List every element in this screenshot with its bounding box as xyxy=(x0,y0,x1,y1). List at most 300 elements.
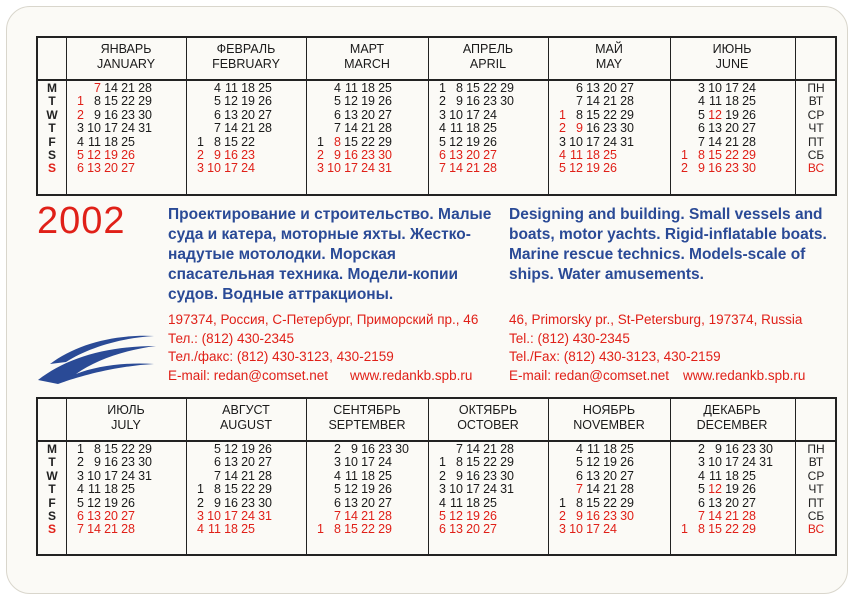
website-link[interactable]: www.redankb.spb.ru xyxy=(350,367,473,383)
day-cell: 31 xyxy=(138,121,152,136)
day-cell: 15 xyxy=(224,482,238,497)
day-cell: 18 xyxy=(361,468,375,483)
day-cell: 6 xyxy=(698,495,705,510)
week-row xyxy=(74,95,152,108)
day-cell: 1 xyxy=(559,107,566,122)
day-cell: 9 xyxy=(94,455,101,470)
day-cell: 15 xyxy=(344,134,358,149)
week-row xyxy=(436,456,514,469)
day-cell: 31 xyxy=(138,468,152,483)
week-row xyxy=(314,510,409,523)
week-row xyxy=(556,95,634,108)
day-cell: 11 xyxy=(88,134,101,149)
day-cell: 22 xyxy=(241,134,255,149)
day-cell: 28 xyxy=(258,121,272,136)
day-cell: 17 xyxy=(224,161,238,176)
week-row xyxy=(678,109,756,122)
day-cell: 1 xyxy=(317,522,324,537)
week-row xyxy=(678,162,756,175)
week-row xyxy=(556,443,634,456)
day-cell: 29 xyxy=(500,81,514,95)
week-row xyxy=(74,470,152,483)
day-cell: 27 xyxy=(483,522,497,537)
day-cell: 28 xyxy=(378,508,392,523)
day-cell: 25 xyxy=(378,468,392,483)
week-row xyxy=(678,510,773,523)
day-cell: 14 xyxy=(466,442,480,456)
day-cell: 8 xyxy=(456,455,463,470)
day-cell: 12 xyxy=(708,107,722,122)
day-cell: 22 xyxy=(603,495,617,510)
day-cell: 24 xyxy=(742,81,756,95)
day-cell: 19 xyxy=(241,94,255,109)
day-cell: 16 xyxy=(466,468,480,483)
day-cell: 7 xyxy=(698,134,705,149)
day-cell: 22 xyxy=(483,81,497,95)
day-cell: 25 xyxy=(742,468,756,483)
month-days-grid xyxy=(74,443,152,537)
day-cell: 27 xyxy=(378,495,392,510)
day-cell: 10 xyxy=(207,508,221,523)
day-cell: 14 xyxy=(708,134,722,149)
day-cell: 27 xyxy=(620,468,634,483)
day-cell: 26 xyxy=(483,508,497,523)
day-cell: 25 xyxy=(483,495,497,510)
day-cell: 2 xyxy=(197,495,204,510)
day-cell: 23 xyxy=(742,442,756,456)
day-cell: 21 xyxy=(361,121,375,136)
day-cell: 25 xyxy=(483,121,497,136)
day-cell: 6 xyxy=(334,495,341,510)
day-cell: 15 xyxy=(586,107,600,122)
description-ru: Проектирование и строительство. Малые суда и катера, моторные яхты. Жестко-надутые мотолодки. Морская спасательная техника. Модели-копии судов. Водные аттракционы. xyxy=(168,206,492,303)
day-cell: 29 xyxy=(138,94,152,109)
week-row xyxy=(436,162,514,175)
weekday-label: ПТ xyxy=(808,134,824,149)
day-cell: 15 xyxy=(466,81,480,95)
day-cell: 20 xyxy=(466,147,480,162)
contact-block-ru xyxy=(168,311,478,385)
week-row xyxy=(556,523,634,536)
day-cell: 2 xyxy=(77,455,84,470)
day-cell: 18 xyxy=(104,482,118,497)
month-november: НОЯБРЬ NOVEMBER xyxy=(573,403,645,432)
day-cell: 23 xyxy=(361,147,375,162)
day-cell: 6 xyxy=(439,522,446,537)
day-cell: 20 xyxy=(104,161,118,176)
day-cell: 19 xyxy=(241,442,255,456)
day-cell: 3 xyxy=(197,161,204,176)
day-cell: 1 xyxy=(439,455,446,470)
email-link[interactable]: E-mail: redan@comset.net xyxy=(509,367,670,383)
week-row xyxy=(194,162,272,175)
day-cell: 23 xyxy=(603,508,617,523)
day-cell: 15 xyxy=(708,522,722,537)
day-cell: 27 xyxy=(742,121,756,136)
day-cell: 12 xyxy=(586,455,600,470)
day-cell: 13 xyxy=(449,522,463,537)
day-cell: 19 xyxy=(466,134,480,149)
day-cell: 28 xyxy=(620,482,634,497)
weekday-label: T xyxy=(48,121,56,136)
week-row xyxy=(314,483,409,496)
day-cell: 25 xyxy=(378,81,392,95)
weekday-label: СР xyxy=(807,107,825,122)
day-cell: 2 xyxy=(559,508,566,523)
weekday-label: ВС xyxy=(807,522,825,537)
day-cell: 3 xyxy=(698,455,705,470)
day-cell: 5 xyxy=(698,107,705,122)
day-cell: 15 xyxy=(104,442,118,456)
day-cell: 14 xyxy=(344,121,358,136)
day-cell: 30 xyxy=(258,495,272,510)
week-row xyxy=(194,483,272,496)
day-cell: 23 xyxy=(121,455,135,470)
weekday-label: ЧТ xyxy=(808,482,824,497)
day-cell: 3 xyxy=(197,508,204,523)
month-october: ОКТЯБРЬ OCTOBER xyxy=(457,403,519,432)
day-cell: 3 xyxy=(77,121,84,136)
day-cell: 22 xyxy=(241,482,255,497)
day-cell: 26 xyxy=(121,495,135,510)
weekday-label: S xyxy=(47,147,56,162)
weekday-label: M xyxy=(47,442,57,456)
day-cell: 31 xyxy=(620,134,634,149)
day-cell: 27 xyxy=(258,455,272,470)
day-cell: 18 xyxy=(586,147,600,162)
contact-block-en xyxy=(509,311,805,385)
day-cell: 1 xyxy=(317,134,324,149)
calendar-first-half xyxy=(36,36,837,196)
description-en: Designing and building. Small vessels and boats, motor yachts. Rigid-inflatable boats. Marine rescue technics. Models-scale of ships. Water amusements. xyxy=(509,206,827,283)
day-cell: 3 xyxy=(698,81,705,95)
day-cell: 8 xyxy=(214,482,221,497)
week-row xyxy=(556,109,634,122)
day-cell: 24 xyxy=(378,455,392,470)
day-cell: 19 xyxy=(586,161,600,176)
day-cell: 18 xyxy=(725,94,739,109)
day-cell: 24 xyxy=(483,482,497,497)
day-cell: 30 xyxy=(759,442,773,456)
day-cell: 28 xyxy=(378,121,392,136)
weekday-label: ПН xyxy=(807,81,825,95)
week-row xyxy=(436,470,514,483)
day-cell: 1 xyxy=(77,442,84,456)
month-days-grid xyxy=(436,443,514,537)
day-cell: 29 xyxy=(742,522,756,537)
day-cell: 21 xyxy=(483,442,497,456)
day-cell: 22 xyxy=(725,147,739,162)
day-cell: 3 xyxy=(77,468,84,483)
day-cell: 30 xyxy=(138,455,152,470)
day-cell: 7 xyxy=(439,161,446,176)
day-cell: 4 xyxy=(334,468,341,483)
day-cell: 27 xyxy=(258,107,272,122)
day-cell: 1 xyxy=(439,81,446,95)
day-cell: 4 xyxy=(334,81,341,95)
day-cell: 25 xyxy=(620,442,634,456)
day-cell: 24 xyxy=(121,121,135,136)
day-cell: 9 xyxy=(715,442,722,456)
day-cell: 8 xyxy=(576,495,583,510)
week-row xyxy=(556,162,634,175)
day-cell: 5 xyxy=(439,508,446,523)
day-cell: 30 xyxy=(620,121,634,136)
day-cell: 22 xyxy=(483,455,497,470)
day-cell: 22 xyxy=(121,442,135,456)
day-cell: 29 xyxy=(620,495,634,510)
day-cell: 24 xyxy=(603,522,617,537)
weekday-label: T xyxy=(48,482,56,497)
day-cell: 9 xyxy=(576,121,583,136)
day-cell: 21 xyxy=(121,81,135,95)
day-cell: 20 xyxy=(603,81,617,95)
day-cell: 16 xyxy=(708,161,722,176)
weekday-label: S xyxy=(47,508,56,523)
day-cell: 18 xyxy=(466,495,480,510)
day-cell: 13 xyxy=(344,495,358,510)
day-cell: 4 xyxy=(77,482,84,497)
week-row xyxy=(436,122,514,135)
day-cell: 25 xyxy=(603,147,617,162)
weekday-label: ПТ xyxy=(808,495,824,510)
day-cell: 31 xyxy=(378,161,392,176)
weekday-label: СБ xyxy=(807,508,825,523)
email-link[interactable]: E-mail: redan@comset.net xyxy=(168,367,329,383)
week-row xyxy=(556,497,634,510)
week-row xyxy=(194,122,272,135)
company-wave-logo-icon xyxy=(36,328,158,386)
day-cell: 8 xyxy=(456,81,463,95)
day-cell: 16 xyxy=(586,121,600,136)
day-cell: 28 xyxy=(483,161,497,176)
day-cell: 17 xyxy=(725,81,739,95)
day-cell: 19 xyxy=(104,495,118,510)
day-cell: 10 xyxy=(207,161,221,176)
day-cell: 29 xyxy=(500,455,514,470)
day-cell: 28 xyxy=(742,508,756,523)
day-cell: 6 xyxy=(214,107,221,122)
week-row xyxy=(436,497,514,510)
week-row xyxy=(678,497,773,510)
day-cell: 4 xyxy=(197,522,204,537)
day-cell: 29 xyxy=(138,442,152,456)
day-cell: 8 xyxy=(94,94,101,109)
week-row xyxy=(74,149,152,162)
day-cell: 9 xyxy=(576,508,583,523)
week-row xyxy=(194,470,272,483)
day-cell: 9 xyxy=(94,107,101,122)
day-cell: 27 xyxy=(378,107,392,122)
day-cell: 11 xyxy=(570,147,583,162)
day-cell: 17 xyxy=(104,468,118,483)
year-label: 2002 xyxy=(37,200,126,242)
day-cell: 30 xyxy=(378,147,392,162)
day-cell: 6 xyxy=(698,121,705,136)
day-cell: 29 xyxy=(378,134,392,149)
day-cell: 23 xyxy=(241,495,255,510)
week-row xyxy=(314,136,392,149)
day-cell: 11 xyxy=(208,522,221,537)
week-row xyxy=(556,149,634,162)
month-days-grid xyxy=(556,82,634,176)
month-april: АПРЕЛЬ APRIL xyxy=(462,42,514,71)
week-row xyxy=(436,82,514,95)
month-december: ДЕКАБРЬ DECEMBER xyxy=(696,403,768,432)
week-row xyxy=(194,149,272,162)
day-cell: 7 xyxy=(698,508,705,523)
week-row xyxy=(678,523,773,536)
day-cell: 23 xyxy=(483,468,497,483)
day-cell: 26 xyxy=(378,94,392,109)
weekday-label: T xyxy=(48,455,56,470)
day-cell: 24 xyxy=(742,455,756,470)
day-cell: 10 xyxy=(569,522,583,537)
week-row xyxy=(314,523,409,536)
day-cell: 24 xyxy=(603,134,617,149)
day-cell: 16 xyxy=(104,455,118,470)
week-row xyxy=(194,523,272,536)
day-cell: 10 xyxy=(87,468,101,483)
day-cell: 20 xyxy=(466,522,480,537)
day-cell: 23 xyxy=(603,121,617,136)
day-cell: 27 xyxy=(742,495,756,510)
week-row xyxy=(314,162,392,175)
day-cell: 13 xyxy=(449,147,463,162)
day-cell: 30 xyxy=(620,508,634,523)
day-cell: 12 xyxy=(344,94,358,109)
day-cell: 8 xyxy=(214,134,221,149)
day-cell: 7 xyxy=(94,81,101,95)
day-cell: 13 xyxy=(224,107,238,122)
day-cell: 9 xyxy=(351,442,358,456)
week-row xyxy=(194,95,272,108)
week-row xyxy=(314,82,392,95)
day-cell: 2 xyxy=(77,107,84,122)
month-days-grid xyxy=(678,82,756,176)
day-cell: 17 xyxy=(361,455,375,470)
day-cell: 11 xyxy=(345,468,358,483)
day-cell: 9 xyxy=(698,161,705,176)
day-cell: 10 xyxy=(327,161,341,176)
week-row xyxy=(556,136,634,149)
day-cell: 20 xyxy=(241,107,255,122)
day-cell: 13 xyxy=(224,455,238,470)
day-cell: 2 xyxy=(197,147,204,162)
month-days-grid xyxy=(436,82,514,176)
weekday-labels-en xyxy=(38,440,66,537)
day-cell: 24 xyxy=(121,468,135,483)
day-cell: 6 xyxy=(576,468,583,483)
day-cell: 26 xyxy=(742,107,756,122)
day-cell: 8 xyxy=(576,107,583,122)
day-cell: 28 xyxy=(138,81,152,95)
day-cell: 1 xyxy=(77,94,84,109)
day-cell: 12 xyxy=(449,134,463,149)
day-cell: 18 xyxy=(361,81,375,95)
day-cell: 8 xyxy=(334,522,341,537)
day-cell: 19 xyxy=(104,147,118,162)
day-cell: 6 xyxy=(214,455,221,470)
day-cell: 27 xyxy=(121,161,135,176)
week-row xyxy=(194,136,272,149)
day-cell: 7 xyxy=(576,482,583,497)
day-cell: 18 xyxy=(725,468,739,483)
day-cell: 18 xyxy=(104,134,118,149)
phone-ru: Тел.: (812) 430-2345 xyxy=(168,330,294,346)
day-cell: 13 xyxy=(586,81,600,95)
day-cell: 7 xyxy=(456,442,463,456)
day-cell: 28 xyxy=(742,134,756,149)
day-cell: 19 xyxy=(361,94,375,109)
day-cell: 2 xyxy=(317,147,324,162)
day-cell: 18 xyxy=(466,121,480,136)
week-row xyxy=(74,109,152,122)
day-cell: 17 xyxy=(104,121,118,136)
week-row xyxy=(74,483,152,496)
week-row xyxy=(678,456,773,469)
day-cell: 23 xyxy=(378,442,392,456)
website-link[interactable]: www.redankb.spb.ru xyxy=(683,367,806,383)
day-cell: 3 xyxy=(559,522,566,537)
day-cell: 6 xyxy=(576,81,583,95)
weekday-labels-ru xyxy=(797,79,835,176)
weekday-label: F xyxy=(48,495,56,510)
day-cell: 15 xyxy=(466,455,480,470)
day-cell: 13 xyxy=(344,107,358,122)
week-row xyxy=(314,470,409,483)
day-cell: 1 xyxy=(559,495,566,510)
day-cell: 15 xyxy=(586,495,600,510)
day-cell: 3 xyxy=(317,161,324,176)
day-cell: 31 xyxy=(500,482,514,497)
day-cell: 13 xyxy=(708,495,722,510)
day-cell: 20 xyxy=(361,495,375,510)
week-row xyxy=(678,95,756,108)
day-cell: 8 xyxy=(94,442,101,456)
week-row xyxy=(194,443,272,456)
weekday-label: ПН xyxy=(807,442,825,456)
day-cell: 16 xyxy=(224,147,238,162)
day-cell: 26 xyxy=(258,442,272,456)
day-cell: 12 xyxy=(87,495,101,510)
day-cell: 5 xyxy=(214,94,221,109)
day-cell: 21 xyxy=(466,161,480,176)
weekday-label: T xyxy=(48,94,56,109)
day-cell: 26 xyxy=(483,134,497,149)
day-cell: 14 xyxy=(708,508,722,523)
month-august: АВГУСТ AUGUST xyxy=(219,403,273,432)
day-cell: 31 xyxy=(258,508,272,523)
day-cell: 30 xyxy=(500,468,514,483)
day-cell: 17 xyxy=(725,455,739,470)
week-row xyxy=(436,483,514,496)
day-cell: 17 xyxy=(344,161,358,176)
week-row xyxy=(556,470,634,483)
day-cell: 25 xyxy=(241,522,255,537)
day-cell: 19 xyxy=(361,482,375,497)
day-cell: 4 xyxy=(439,495,446,510)
day-cell: 4 xyxy=(214,81,221,95)
day-cell: 7 xyxy=(576,94,583,109)
day-cell: 5 xyxy=(214,442,221,456)
day-cell: 15 xyxy=(344,522,358,537)
day-cell: 16 xyxy=(725,442,739,456)
day-cell: 1 xyxy=(197,482,204,497)
day-cell: 11 xyxy=(587,442,600,456)
month-days-grid xyxy=(314,82,392,176)
day-cell: 26 xyxy=(620,455,634,470)
